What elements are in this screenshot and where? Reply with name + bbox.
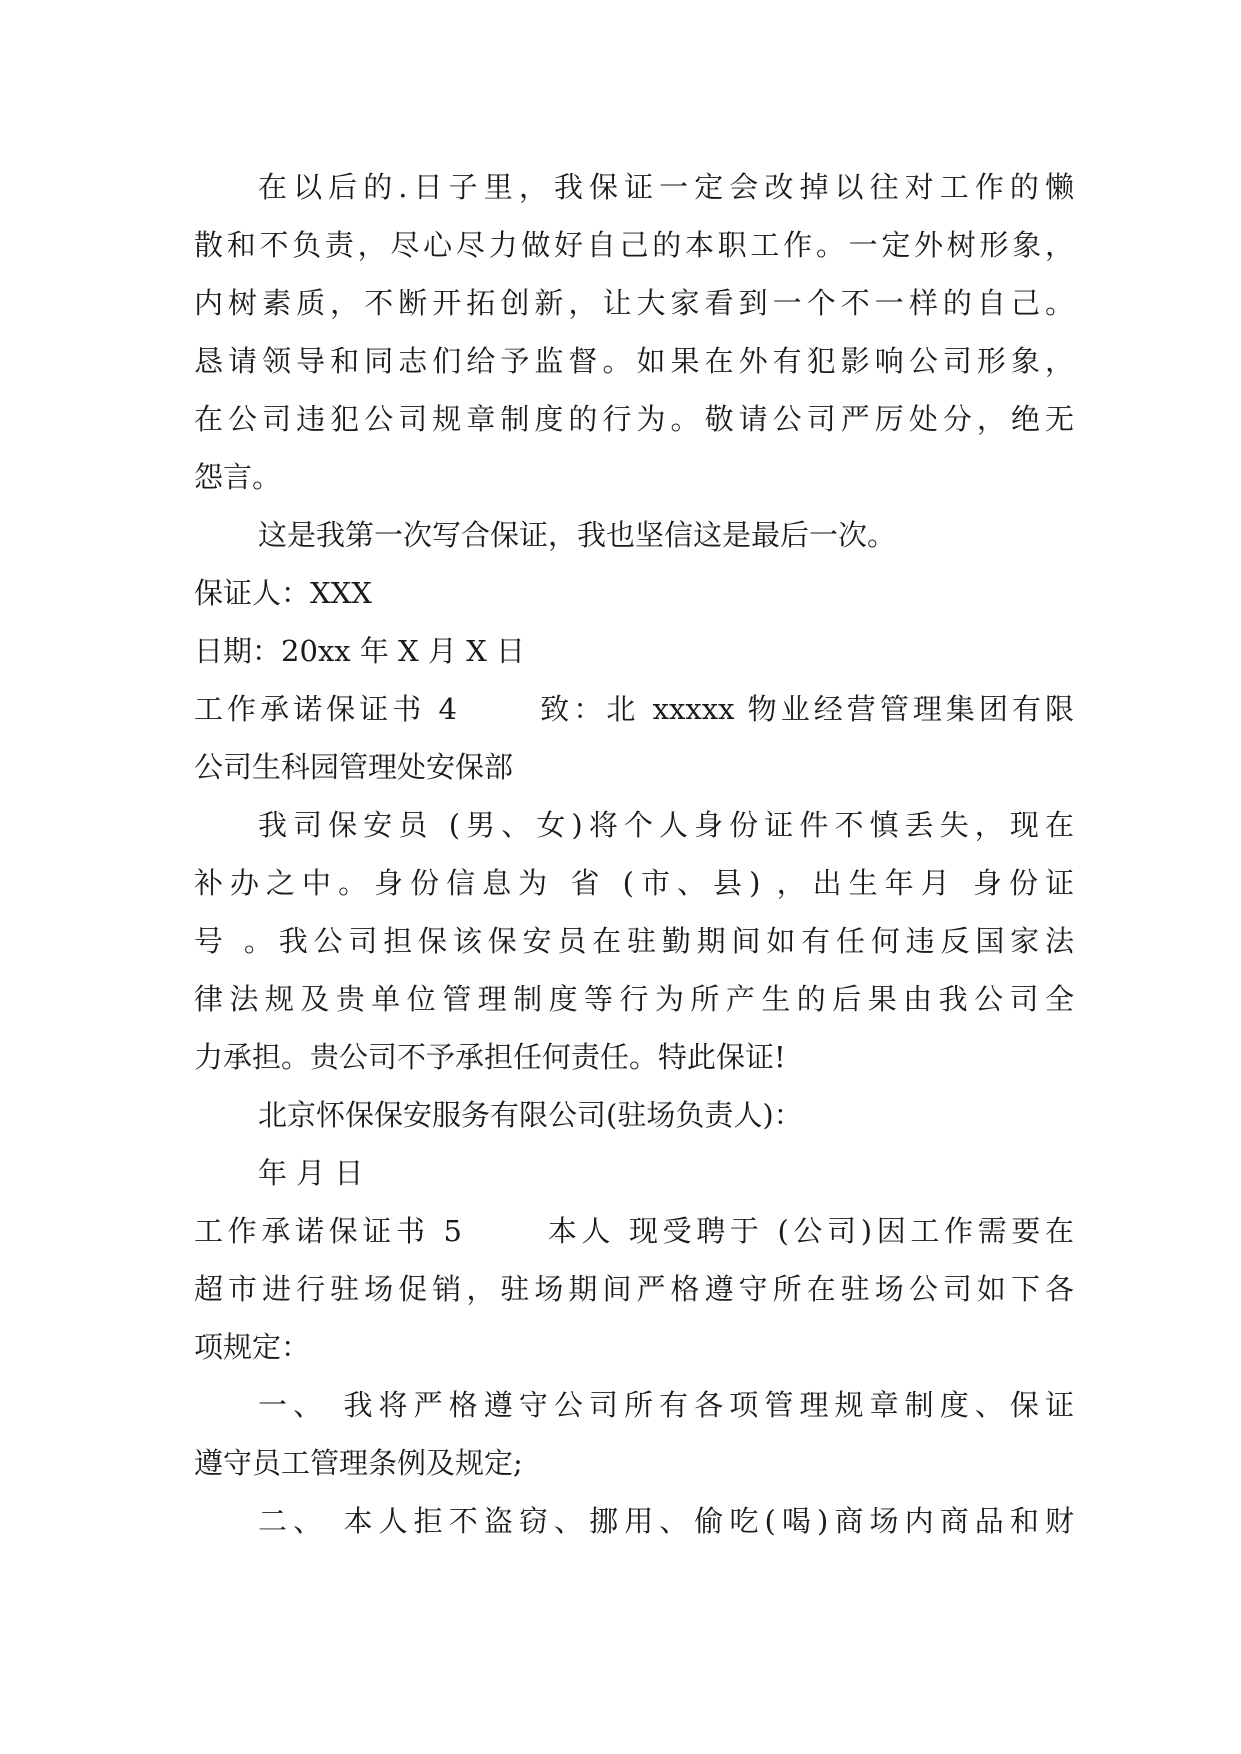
text-line: 律法规及贵单位管理制度等行为所产生的后果由我公司全 xyxy=(194,982,1074,1016)
text-line: 怨言。 xyxy=(194,460,282,494)
text-line: 保证人：XXX xyxy=(194,576,372,610)
text-line: 项规定： xyxy=(194,1330,311,1364)
text-line: 我司保安员 (男、女)将个人身份证件不慎丢失，现在 xyxy=(258,808,1074,842)
text-line: 补办之中。身份信息为 省 (市、县) ，出生年月 身份证 xyxy=(194,866,1074,900)
text-line: 一、 我将严格遵守公司所有各项管理规章制度、保证 xyxy=(258,1388,1074,1422)
text-line: 日期：20xx 年 X 月 X 日 xyxy=(194,634,525,668)
document-body xyxy=(194,158,1074,1550)
text-line: 遵守员工管理条例及规定; xyxy=(194,1446,523,1480)
text-line: 散和不负责，尽心尽力做好自己的本职工作。一定外树形象， xyxy=(194,228,1074,262)
text-line: 工作承诺保证书 5 本人 现受聘于 (公司)因工作需要在 xyxy=(194,1214,1074,1248)
text-line: 内树素质，不断开拓创新，让大家看到一个不一样的自己。 xyxy=(194,286,1074,320)
text-line: 二、 本人拒不盗窃、挪用、偷吃(喝)商场内商品和财 xyxy=(258,1504,1074,1538)
text-line: 工作承诺保证书 4 致：北 xxxxx 物业经营管理集团有限 xyxy=(194,692,1074,726)
text-line: 公司生科园管理处安保部 xyxy=(194,750,514,784)
text-line: 年 月 日 xyxy=(258,1156,364,1190)
text-line: 超市进行驻场促销，驻场期间严格遵守所在驻场公司如下各 xyxy=(194,1272,1074,1306)
text-line: 北京怀保保安服务有限公司(驻场负责人)： xyxy=(258,1098,803,1132)
text-line: 恳请领导和同志们给予监督。如果在外有犯影响公司形象， xyxy=(194,344,1074,378)
text-line: 号 。我公司担保该保安员在驻勤期间如有任何违反国家法 xyxy=(194,924,1074,958)
text-line: 在公司违犯公司规章制度的行为。敬请公司严厉处分，绝无 xyxy=(194,402,1074,436)
text-line: 力承担。贵公司不予承担任何责任。特此保证! xyxy=(194,1040,786,1074)
text-line: 在以后的.日子里，我保证一定会改掉以往对工作的懒 xyxy=(258,170,1074,204)
text-line: 这是我第一次写合保证，我也坚信这是最后一次。 xyxy=(258,518,897,552)
